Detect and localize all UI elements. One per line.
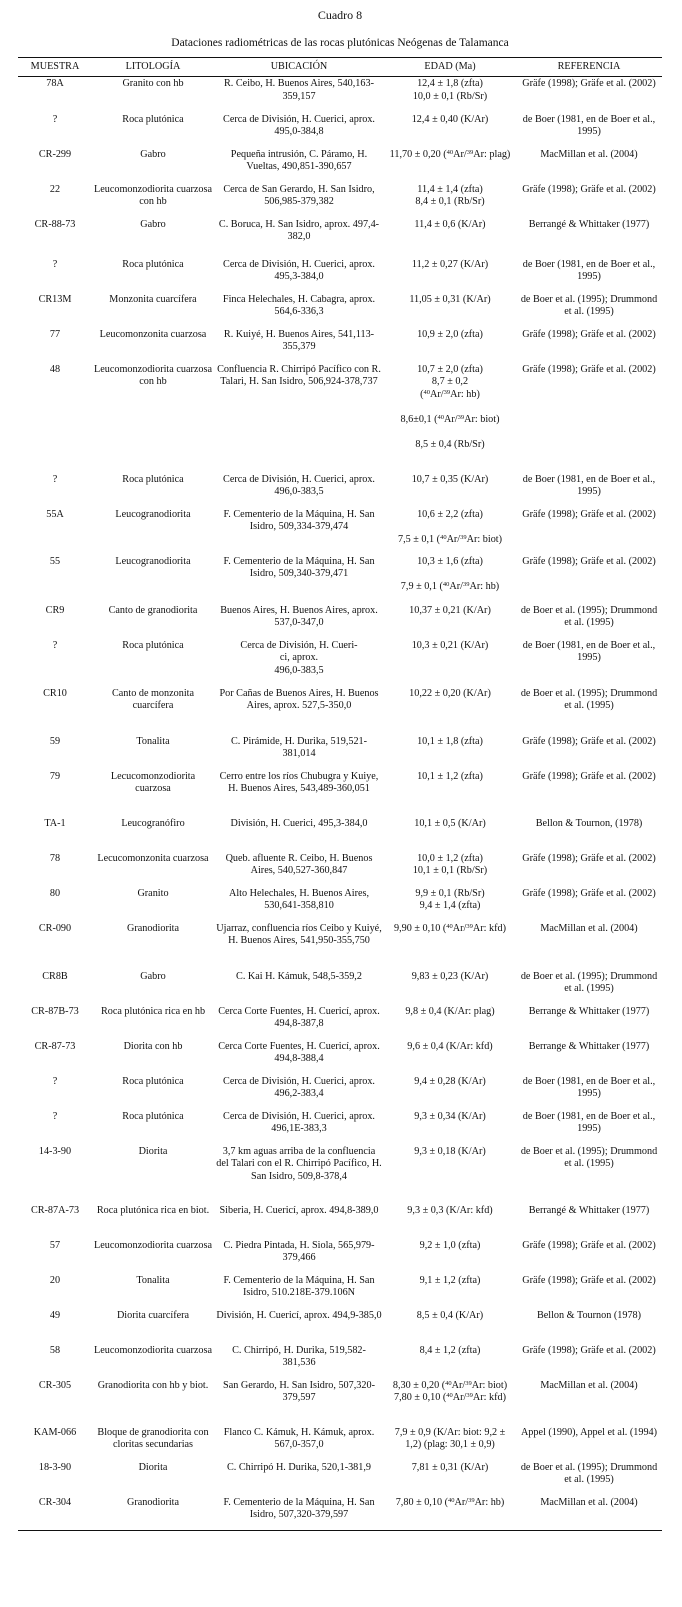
cell-edad: 9,4 ± 0,28 (K/Ar): [414, 1075, 486, 1087]
cell-referencia: de Boer et al. (1995); Drummond et al. (1995): [520, 970, 658, 995]
cell-ubicacion: C. Boruca, H. San Isidro, aprox. 497,4-382,0: [218, 218, 380, 243]
cell-referencia: Gräfe (1998); Gräfe et al. (2002): [522, 363, 656, 375]
table-row: [18, 735, 662, 770]
cell-referencia: Gräfe (1998); Gräfe et al. (2002): [522, 328, 656, 340]
cell-ubicacion: F. Cementerio de la Máquina, H. San Isidro, 509,334-379,474: [223, 508, 375, 533]
cell-litologia: Gabro: [140, 218, 166, 230]
cell-edad: 11,2 ± 0,27 (K/Ar): [411, 258, 489, 270]
cell-edad: 9,90 ± 0,10 ($^{40}$Ar/$^{39}$Ar: kfd): [394, 922, 506, 934]
cell-referencia: Gräfe (1998); Gräfe et al. (2002): [522, 1344, 656, 1356]
cell-edad: 7,80 ± 0,10 ($^{40}$Ar/$^{39}$Ar: hb): [384, 1496, 516, 1531]
cell-muestra: CR-88-73: [34, 218, 76, 230]
cell-litologia: Roca plutónica rica en hb: [100, 1005, 206, 1017]
cell-ubicacion: C. Pirámide, H. Durika, 519,521-381,014: [230, 735, 368, 760]
cell-edad: 12,4 ± 1,8 (zfta) 10,0 ± 0,1 (Rb/Sr): [412, 78, 488, 102]
cell-referencia: de Boer et al. (1995); Drummond et al. (1995): [520, 604, 658, 629]
table-row: [18, 770, 662, 817]
table-row: [18, 604, 662, 639]
cell-litologia: Tonalita: [136, 735, 170, 747]
cell-muestra: 78: [49, 852, 61, 864]
cell-muestra: ?: [52, 113, 58, 125]
cell-referencia: de Boer et al. (1995); Drummond et al. (1995): [520, 293, 658, 318]
cell-litologia: Roca plutónica rica en biot.: [96, 1204, 210, 1216]
table-row: [18, 1005, 662, 1040]
cell-muestra: 77: [49, 328, 61, 340]
cell-ubicacion: C. Piedra Pintada, H. Siola, 565,979-379,466: [223, 1239, 375, 1264]
cell-referencia: Berrangé & Whittaker (1977): [528, 1204, 650, 1216]
cell-litologia: Diorita: [138, 1145, 168, 1157]
header-edad: EDAD (Ma): [384, 58, 516, 77]
table-row: [18, 1040, 662, 1075]
cell-litologia: Granito: [137, 887, 169, 899]
cell-litologia: Roca plutónica: [122, 473, 184, 485]
cell-ubicacion: F. Cementerio de la Máquina, H. San Isidro, 510.218E-379.106N: [223, 1274, 375, 1299]
cell-litologia: Canto de granodiorita: [108, 604, 198, 616]
cell-muestra: 80: [49, 887, 61, 899]
cell-edad: 9,9 ± 0,1 (Rb/Sr) 9,4 ± 1,4 (zfta): [415, 887, 485, 912]
cell-litologia: Granito con hb: [122, 78, 184, 89]
table-row: [18, 508, 662, 555]
table-row: [18, 1344, 662, 1379]
cell-muestra: CR9: [45, 604, 65, 616]
table-row: [18, 473, 662, 508]
cell-edad: 9,3 ± 0,18 (K/Ar): [414, 1145, 486, 1157]
cell-ubicacion: R. Kuiyé, H. Buenos Aires, 541,113-355,379: [223, 328, 375, 353]
cell-litologia: Leucomonzodiorita cuarzosa con hb: [94, 183, 212, 208]
cell-muestra: ?: [52, 639, 58, 651]
cell-referencia: MacMillan et al. (2004): [540, 1379, 638, 1391]
cell-ubicacion: Por Cañas de Buenos Aires, H. Buenos Aires, aprox. 527,5-350,0: [219, 687, 379, 712]
cell-edad: 11,05 ± 0,31 (K/Ar): [409, 293, 491, 305]
cell-ubicacion: Alto Helechales, H. Buenos Aires, 530,641-358,810: [228, 887, 370, 912]
table-row: [18, 258, 662, 293]
dating-table: [18, 57, 662, 1531]
cell-referencia: de Boer (1981, en de Boer et al., 1995): [522, 1075, 656, 1100]
cell-edad: 10,22 ± 0,20 (K/Ar): [409, 687, 491, 699]
cell-edad: 11,4 ± 1,4 (zfta) 8,4 ± 0,1 (Rb/Sr): [415, 183, 485, 208]
cell-ubicacion: Cerca de División, H. Cuerici, aprox. 495,0-384,8: [223, 113, 375, 138]
cell-ubicacion: Buenos Aires, H. Buenos Aires, aprox. 537,0-347,0: [220, 604, 378, 629]
cell-edad: 10,6 ± 2,2 (zfta) 7,5 ± 0,1 ($^{40}$Ar/$^{39}$Ar: biot): [397, 508, 503, 545]
table-number: Cuadro 8: [317, 8, 363, 22]
cell-edad: 11,4 ± 0,6 (K/Ar): [414, 218, 486, 230]
cell-litologia: Diorita cuarcífera: [116, 1309, 190, 1321]
cell-ubicacion: Finca Helechales, H. Cabagra, aprox. 564,6-336,3: [222, 293, 376, 318]
cell-edad: 8,30 ± 0,20 ($^{40}$Ar/$^{39}$Ar: biot) 7,80 ± 0,10 ($^{40}$Ar/$^{39}$Ar: kfd): [392, 1379, 508, 1404]
cell-ubicacion: 3,7 km aguas arriba de la confluencia del Talari con el R. Chirripó Pacífico, H. San Isidro, 509,8-378,4: [216, 1145, 382, 1182]
table-row: [18, 1239, 662, 1274]
cell-referencia: de Boer (1981, en de Boer et al., 1995): [522, 639, 656, 664]
cell-litologia: Leucomonzodiorita cuarzosa con hb: [94, 363, 212, 388]
cell-edad: 9,6 ± 0,4 (K/Ar: kfd): [407, 1040, 493, 1052]
cell-muestra: 48: [49, 363, 61, 375]
cell-muestra: CR8B: [42, 970, 68, 982]
cell-ubicacion: F. Cementerio de la Máquina, H. San Isidro, 509,340-379,471: [223, 555, 375, 580]
cell-ubicacion: Cerca de División, H. Cuerici, aprox. 496,2-383,4: [223, 1075, 375, 1100]
cell-referencia: Gräfe (1998); Gräfe et al. (2002): [522, 887, 656, 899]
cell-referencia: de Boer et al. (1995); Drummond et al. (1995): [520, 1461, 658, 1486]
cell-litologia: Leucomonzonita cuarzosa: [99, 328, 207, 340]
cell-edad: 7,81 ± 0,31 (K/Ar): [411, 1461, 489, 1473]
cell-referencia: Berrangé & Whittaker (1977): [528, 218, 650, 230]
cell-muestra: CR-87A-73: [30, 1204, 80, 1216]
cell-ubicacion: Cerca de División, H. Cuerici, aprox. 495,3-384,0: [223, 258, 375, 283]
table-body: [18, 77, 662, 1531]
table-row: [18, 1309, 662, 1344]
cell-litologia: Roca plutónica: [122, 113, 184, 125]
cell-ubicacion: Cerca de San Gerardo, H. San Isidro, 506,985-379,382: [223, 183, 375, 208]
cell-referencia: de Boer (1981, en de Boer et al., 1995): [522, 113, 656, 138]
cell-referencia: Gräfe (1998); Gräfe et al. (2002): [522, 1274, 656, 1286]
cell-ubicacion: Cerca Corte Fuentes, H. Cuericí, aprox. 494,8-388,4: [218, 1040, 380, 1065]
cell-litologia: Roca plutónica: [122, 639, 184, 651]
cell-litologia: Leucogranófiro: [121, 817, 185, 829]
cell-referencia: Berrange & Whittaker (1977): [528, 1040, 650, 1052]
cell-ubicacion: C. Chirripó, H. Durika, 519,582-381,536: [232, 1344, 366, 1369]
cell-litologia: Gabro: [140, 970, 166, 982]
cell-ubicacion: R. Ceibo, H. Buenos Aires, 540,163-359,157: [224, 78, 374, 102]
cell-muestra: CR-305: [38, 1379, 72, 1391]
cell-edad: 9,83 ± 0,23 (K/Ar): [411, 970, 489, 982]
table-row: [18, 218, 662, 258]
cell-litologia: Granodiorita con hb y biot.: [97, 1379, 209, 1391]
cell-ubicacion: Cerca de División, H. Cuerici, aprox. 496,0-383,5: [223, 473, 375, 498]
cell-referencia: MacMillan et al. (2004): [540, 922, 638, 934]
cell-muestra: 14-3-90: [38, 1145, 72, 1157]
header-muestra: MUESTRA: [18, 58, 92, 77]
table-row: [18, 852, 662, 887]
cell-edad: 10,7 ± 0,35 (K/Ar): [411, 473, 489, 485]
table-caption: Dataciones radiométricas de las rocas plutónicas Neógenas de Talamanca: [171, 37, 509, 49]
cell-litologia: Roca plutónica: [122, 1110, 184, 1122]
cell-litologia: Leucomonzodiorita cuarzosa: [94, 1239, 212, 1251]
table-row: [18, 328, 662, 363]
table-row: [18, 363, 662, 473]
cell-edad: 9,3 ± 0,3 (K/Ar: kfd): [407, 1204, 493, 1216]
cell-litologia: Gabro: [140, 148, 166, 160]
cell-edad: 10,1 ± 1,8 (zfta): [417, 735, 483, 747]
cell-ubicacion: Cerca Corte Fuentes, H. Cuericí, aprox. 494,8-387,8: [218, 1005, 380, 1030]
cell-muestra: CR-87B-73: [31, 1005, 79, 1017]
cell-litologia: Lecucomonzodiorita cuarzosa: [110, 770, 196, 795]
cell-ubicacion: F. Cementerio de la Máquina, H. San Isidro, 507,320-379,597: [214, 1496, 384, 1531]
cell-muestra: CR13M: [38, 293, 72, 305]
table-row: [18, 887, 662, 922]
table-row: [18, 639, 662, 687]
cell-ubicacion: Siberia, H. Cuericí, aprox. 494,8-389,0: [219, 1204, 379, 1216]
table-row: [18, 970, 662, 1005]
cell-litologia: Granodiorita: [92, 1496, 214, 1531]
cell-muestra: CR-87-73: [34, 1040, 76, 1052]
cell-muestra: CR-304: [18, 1496, 92, 1531]
table-row: [18, 1496, 662, 1531]
cell-ubicacion: Confluencia R. Chirripó Pacífico con R. Talari, H. San Isidro, 506,924-378,737: [217, 363, 381, 388]
cell-edad: 10,1 ± 0,5 (K/Ar): [414, 817, 486, 829]
cell-muestra: 18-3-90: [38, 1461, 72, 1473]
cell-muestra: CR-299: [38, 148, 72, 160]
cell-edad: 9,8 ± 0,4 (K/Ar: plag): [405, 1005, 495, 1017]
cell-edad: 10,37 ± 0,21 (K/Ar): [409, 604, 491, 616]
cell-ubicacion: División, H. Cuericí, aprox. 494,9-385,0: [216, 1309, 382, 1321]
cell-muestra: 59: [49, 735, 61, 747]
cell-edad: 9,1 ± 1,2 (zfta): [419, 1274, 481, 1286]
cell-ubicacion: Queb. afluente R. Ceibo, H. Buenos Aires, 540,527-360,847: [225, 852, 373, 877]
cell-edad: 8,4 ± 1,2 (zfta): [419, 1344, 481, 1356]
cell-referencia: Gräfe (1998); Gräfe et al. (2002): [522, 555, 656, 567]
cell-muestra: ?: [52, 258, 58, 270]
cell-muestra: KAM-066: [33, 1426, 77, 1438]
table-row: [18, 293, 662, 328]
cell-muestra: ?: [52, 473, 58, 485]
table-row: [18, 113, 662, 148]
cell-muestra: 22: [49, 183, 61, 195]
cell-ubicacion: Pequeña intrusión, C. Páramo, H. Vueltas, 490,851-390,657: [230, 148, 368, 173]
cell-referencia: Gräfe (1998); Gräfe et al. (2002): [522, 183, 656, 195]
cell-muestra: 49: [49, 1309, 61, 1321]
cell-muestra: ?: [52, 1110, 58, 1122]
cell-referencia: Gräfe (1998); Gräfe et al. (2002): [522, 508, 656, 520]
cell-ubicacion: Flanco C. Kámuk, H. Kámuk, aprox. 567,0-357,0: [223, 1426, 375, 1451]
cell-ubicacion: División, H. Cuerici, 495,3-384,0: [230, 817, 368, 829]
table-row: [18, 687, 662, 735]
table-row: [18, 1110, 662, 1145]
cell-referencia: MacMillan et al. (2004): [540, 148, 638, 160]
cell-muestra: CR10: [43, 687, 67, 699]
cell-muestra: 78A: [46, 78, 64, 89]
cell-referencia: Gräfe (1998); Gräfe et al. (2002): [522, 735, 656, 747]
cell-litologia: Granodiorita: [126, 922, 180, 934]
cell-muestra: 58: [49, 1344, 61, 1356]
cell-litologia: Leucomonzodiorita cuarzosa: [94, 1344, 212, 1356]
table-row: [18, 1204, 662, 1239]
cell-edad: 11,70 ± 0,20 ($^{40}$Ar/$^{39}$Ar: plag): [389, 148, 511, 160]
table-row: [18, 922, 662, 970]
cell-referencia: Gräfe (1998); Gräfe et al. (2002): [522, 770, 656, 782]
cell-referencia: de Boer (1981, en de Boer et al., 1995): [522, 258, 656, 283]
cell-muestra: 55: [49, 555, 61, 567]
cell-referencia: Appel (1990), Appel et al. (1994): [520, 1426, 658, 1438]
cell-litologia: Diorita: [138, 1461, 168, 1473]
cell-litologia: Lecucomonzonita cuarzosa: [97, 852, 209, 864]
cell-referencia: Berrange & Whittaker (1977): [528, 1005, 650, 1017]
cell-muestra: CR-090: [38, 922, 72, 934]
table-row: [18, 148, 662, 183]
cell-referencia: de Boer et al. (1995); Drummond et al. (1995): [520, 687, 658, 712]
cell-litologia: Tonalita: [136, 1274, 170, 1286]
cell-ubicacion: San Gerardo, H. San Isidro, 507,320-379,597: [223, 1379, 375, 1404]
cell-ubicacion: C. Chirripó H. Durika, 520,1-381,9: [226, 1461, 372, 1473]
cell-litologia: Roca plutónica: [122, 258, 184, 270]
cell-ubicacion: Cerro entre los ríos Chubugra y Kuiye, H. Buenos Aires, 543,489-360,051: [219, 770, 379, 795]
cell-litologia: Leucogranodiorita: [115, 555, 191, 567]
cell-ubicacion: C. Kai H. Kámuk, 548,5-359,2: [236, 970, 362, 982]
cell-litologia: Monzonita cuarcífera: [109, 293, 197, 305]
cell-referencia: Gräfe (1998); Gräfe et al. (2002): [522, 78, 656, 89]
cell-ubicacion: Cerca de División, H. Cuerici, aprox. 496,1E-383,3: [223, 1110, 375, 1135]
header-litologia: LITOLOGÍA: [92, 58, 214, 77]
cell-muestra: 20: [49, 1274, 61, 1286]
cell-edad: 12,4 ± 0,40 (K/Ar): [411, 113, 489, 125]
cell-muestra: 57: [49, 1239, 61, 1251]
cell-referencia: Bellon & Tournon (1978): [536, 1309, 642, 1321]
table-row: [18, 1274, 662, 1309]
table-header-row: [18, 58, 662, 77]
cell-referencia: de Boer (1981, en de Boer et al., 1995): [522, 1110, 656, 1135]
cell-referencia: Gräfe (1998); Gräfe et al. (2002): [522, 852, 656, 864]
table-row: [18, 1426, 662, 1461]
cell-muestra: ?: [52, 1075, 58, 1087]
header-referencia: REFERENCIA: [516, 58, 662, 77]
cell-referencia: de Boer et al. (1995); Drummond et al. (1995): [520, 1145, 658, 1170]
cell-referencia: MacMillan et al. (2004): [516, 1496, 662, 1531]
table-row: [18, 555, 662, 604]
cell-referencia: de Boer (1981, en de Boer et al., 1995): [522, 473, 656, 498]
cell-referencia: Bellon & Tournon, (1978): [535, 817, 643, 829]
cell-edad: 10,1 ± 1,2 (zfta): [417, 770, 483, 782]
table-row: [18, 1461, 662, 1496]
cell-muestra: 55A: [46, 508, 64, 520]
table-row: [18, 183, 662, 218]
cell-litologia: Bloque de granodiorita con cloritas secundarias: [97, 1426, 209, 1451]
cell-edad: 9,2 ± 1,0 (zfta): [419, 1239, 481, 1251]
table-row: [18, 1379, 662, 1426]
cell-ubicacion: Cerca de División, H. Cueri- ci, aprox. 496,0-383,5: [240, 639, 358, 676]
cell-muestra: 79: [49, 770, 61, 782]
cell-edad: 10,3 ± 1,6 (zfta) 7,9 ± 0,1 ($^{40}$Ar/$^{39}$Ar: hb): [400, 555, 500, 592]
table-row: [18, 77, 662, 113]
cell-litologia: Diorita con hb: [123, 1040, 183, 1052]
cell-edad: 7,9 ± 0,9 (K/Ar: biot: 9,2 ± 1,2) (plag: 30,1 ± 0,9): [394, 1426, 506, 1451]
cell-edad: 8,5 ± 0,4 (K/Ar): [416, 1309, 484, 1321]
cell-litologia: Canto de monzonita cuarcífera: [111, 687, 195, 712]
cell-litologia: Roca plutónica: [122, 1075, 184, 1087]
cell-edad: 10,3 ± 0,21 (K/Ar): [411, 639, 489, 651]
table-row: [18, 817, 662, 852]
cell-edad: 10,0 ± 1,2 (zfta) 10,1 ± 0,1 (Rb/Sr): [412, 852, 488, 877]
table-row: [18, 1145, 662, 1204]
cell-muestra: TA-1: [44, 817, 66, 829]
cell-litologia: Leucogranodiorita: [115, 508, 191, 520]
cell-edad: 10,9 ± 2,0 (zfta): [417, 328, 483, 340]
cell-referencia: Gräfe (1998); Gräfe et al. (2002): [522, 1239, 656, 1251]
header-ubicacion: UBICACIÓN: [214, 58, 384, 77]
cell-edad: 9,3 ± 0,34 (K/Ar): [414, 1110, 486, 1122]
cell-ubicacion: Ujarraz, confluencia ríos Ceibo y Kuiyé, H. Buenos Aires, 541,950-355,750: [216, 922, 382, 947]
cell-edad: 10,7 ± 2,0 (zfta) 8,7 ± 0,2 ($^{40}$Ar/$^{39}$Ar: hb) 8,6±0,1 ($^{40}$Ar/$^{39}$Ar: biot) 8,5 ± 0,4 (Rb/Sr): [400, 363, 500, 451]
table-row: [18, 1075, 662, 1110]
